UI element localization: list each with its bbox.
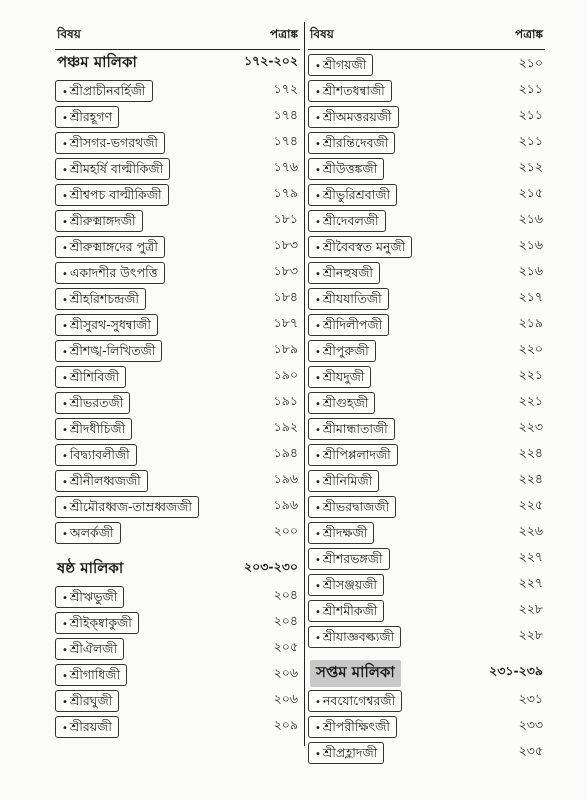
bullet-icon: • xyxy=(62,139,68,150)
bullet-icon: • xyxy=(315,139,321,150)
entry-page: ২১৫ xyxy=(518,185,543,200)
entry-title-box xyxy=(55,444,137,466)
entry-page: ২২৪ xyxy=(518,471,543,486)
entry-title-box xyxy=(55,612,139,634)
entry-page: ২১১ xyxy=(518,107,543,122)
toc-entry[interactable] xyxy=(55,340,300,362)
entry-page: ২২১ xyxy=(518,393,543,408)
toc-entry[interactable] xyxy=(308,522,545,544)
entry-title-box xyxy=(55,418,132,440)
entry-title: শ্রীদধীচিজী xyxy=(69,421,126,436)
entry-page: ২১১ xyxy=(518,133,543,148)
section-page-range: ২০৩-২৩০ xyxy=(244,559,298,574)
entry-page: ২০৪ xyxy=(273,613,298,628)
entry-page: ১৯৬ xyxy=(273,471,298,486)
entry-title-box xyxy=(55,106,119,128)
entry-title-box xyxy=(55,340,162,362)
entry-title: শ্রীরঘুজী xyxy=(69,693,113,708)
entry-page: ১৮১ xyxy=(273,211,298,226)
entry-page: ২১২ xyxy=(518,159,543,174)
entry-page: ১৮৩ xyxy=(273,237,298,252)
toc-entry[interactable] xyxy=(308,716,545,738)
toc-entry[interactable] xyxy=(308,54,545,76)
entry-title: শ্রীনীলধ্বজজী xyxy=(69,473,141,488)
entry-title-box xyxy=(308,366,371,388)
toc-entry[interactable] xyxy=(308,314,545,336)
toc-entry[interactable] xyxy=(55,184,300,206)
toc-entry[interactable] xyxy=(308,106,545,128)
entry-title-box xyxy=(55,470,148,492)
entry-page: ১৯১ xyxy=(273,393,298,408)
entry-page: ২২৩ xyxy=(518,419,543,434)
entry-title-box xyxy=(55,80,153,102)
entry-title-box xyxy=(308,184,397,206)
entry-title: শ্রীপ্রাচীনবর্হিজী xyxy=(69,83,146,98)
bullet-icon: • xyxy=(315,451,321,462)
entry-page: ২১৬ xyxy=(518,211,543,226)
entry-title: শ্রীশরভঙ্গজী xyxy=(322,551,383,566)
bullet-icon: • xyxy=(62,451,68,462)
entry-page: ২১৯ xyxy=(518,315,543,330)
bullet-icon: • xyxy=(62,425,68,436)
toc-entry[interactable] xyxy=(308,366,545,388)
entry-page: ২৩১ xyxy=(518,691,543,706)
entry-page: ১৭২ xyxy=(273,81,298,96)
entry-title: শ্রীইক্ষ্বাকুজী xyxy=(69,615,132,630)
bullet-icon: • xyxy=(315,269,321,280)
entry-page: ১৮৭ xyxy=(273,315,298,330)
bullet-icon: • xyxy=(315,61,321,72)
toc-entry[interactable] xyxy=(55,236,300,258)
bullet-icon: • xyxy=(62,529,68,540)
entry-title-box xyxy=(55,210,143,232)
section-heading xyxy=(308,660,545,686)
entry-title: শ্রীরুক্মাঙ্গদজী xyxy=(69,213,136,228)
toc-entry[interactable] xyxy=(308,184,545,206)
toc-entry[interactable] xyxy=(308,340,545,362)
toc-entry[interactable] xyxy=(308,262,545,284)
entry-title-box xyxy=(55,366,126,388)
subject-label: বিষয় xyxy=(57,27,81,41)
entry-page: ২০৪ xyxy=(273,587,298,602)
entry-page: ২১০ xyxy=(518,55,543,70)
entry-title: শ্রীমৌরধ্বজ-তাম্রধ্বজজী xyxy=(69,499,192,514)
toc-entry[interactable] xyxy=(308,742,545,764)
right-column-body xyxy=(308,54,545,764)
bullet-icon: • xyxy=(315,633,321,644)
entry-title: নবযোগেশ্বরজী xyxy=(322,693,396,708)
entry-page: ২২০ xyxy=(518,341,543,356)
entry-title: শ্রীযদুজী xyxy=(322,369,365,384)
toc-entry[interactable] xyxy=(55,314,300,336)
entry-page: ২৩৫ xyxy=(518,743,543,758)
toc-entry[interactable] xyxy=(55,690,300,712)
bullet-icon: • xyxy=(315,503,321,514)
entry-title: শ্রীউত্তঙ্কজী xyxy=(322,161,378,176)
section-gap xyxy=(308,648,545,660)
entry-title: শ্রীগয়জী xyxy=(322,57,367,72)
bullet-icon: • xyxy=(315,749,321,760)
entry-page: ২২৬ xyxy=(518,523,543,538)
bullet-icon: • xyxy=(62,243,68,254)
toc-entry[interactable] xyxy=(55,612,300,634)
toc-entry[interactable] xyxy=(55,210,300,232)
entry-title-box xyxy=(308,314,389,336)
entry-title-box xyxy=(308,106,399,128)
entry-title-box xyxy=(55,158,170,180)
entry-title: শ্রীমান্ধাতাজী xyxy=(322,421,388,436)
entry-title-box xyxy=(308,600,384,622)
toc-entry[interactable] xyxy=(55,418,300,440)
entry-title: শ্রীশঙ্খ-লিখিতজী xyxy=(69,343,156,358)
toc-entry[interactable] xyxy=(308,496,545,518)
entry-title: শ্রীরুক্মাঙ্গদের পুত্রী xyxy=(69,239,158,254)
entry-title: শ্রীভুরিশ্রবাজী xyxy=(322,187,391,202)
bullet-icon: • xyxy=(315,217,321,228)
toc-entry[interactable] xyxy=(55,132,300,154)
entry-page: ১৭৯ xyxy=(273,185,298,200)
bullet-icon: • xyxy=(315,113,321,124)
entry-page: ২৩৩ xyxy=(518,717,543,732)
entry-page: ২০৬ xyxy=(273,665,298,680)
entry-page: ২২৮ xyxy=(518,601,543,616)
bullet-icon: • xyxy=(62,87,68,98)
bullet-icon: • xyxy=(62,671,68,682)
entry-title-box xyxy=(308,392,375,414)
entry-page: ২২৫ xyxy=(518,497,543,512)
entry-title: শ্রীশিবিজী xyxy=(69,369,120,384)
entry-title-box xyxy=(55,132,165,154)
toc-page xyxy=(55,22,545,762)
entry-page: ১৭৪ xyxy=(273,107,298,122)
bullet-icon: • xyxy=(62,619,68,630)
toc-entry[interactable] xyxy=(55,638,300,660)
entry-page: ১৭৬ xyxy=(273,159,298,174)
page-label: পত্রাঙ্ক xyxy=(270,27,298,41)
toc-entry[interactable] xyxy=(308,626,545,648)
subject-label: বিষয় xyxy=(310,27,334,41)
bullet-icon: • xyxy=(315,477,321,488)
bullet-icon: • xyxy=(62,347,68,358)
bullet-icon: • xyxy=(62,645,68,656)
entry-title-box xyxy=(55,184,169,206)
entry-title-box xyxy=(55,690,119,712)
entry-page: ২১৬ xyxy=(518,237,543,252)
entry-title-box xyxy=(55,496,199,518)
bullet-icon: • xyxy=(62,399,68,410)
toc-entry[interactable] xyxy=(55,586,300,608)
bullet-icon: • xyxy=(62,269,68,280)
toc-entry[interactable] xyxy=(55,470,300,492)
entry-page: ২০৯ xyxy=(273,717,298,732)
entry-title-box xyxy=(308,288,389,310)
entry-title-box xyxy=(55,716,119,738)
bullet-icon: • xyxy=(315,165,321,176)
toc-entry[interactable] xyxy=(308,210,545,232)
toc-entry[interactable] xyxy=(308,418,545,440)
entry-page: ১৮৯ xyxy=(273,341,298,356)
toc-entry[interactable] xyxy=(55,288,300,310)
entry-title-box xyxy=(308,444,398,466)
bullet-icon: • xyxy=(315,581,321,592)
bullet-icon: • xyxy=(315,373,321,384)
entry-title: শ্রীমহর্ষি বাল্মীকিজী xyxy=(69,161,164,176)
entry-title: শ্রীদিলীপজী xyxy=(322,317,383,332)
entry-title-box xyxy=(308,210,386,232)
entry-title-box xyxy=(308,54,373,76)
bullet-icon: • xyxy=(315,191,321,202)
entry-page: ১৯৬ xyxy=(273,497,298,512)
entry-title: শ্রীদক্ষজী xyxy=(322,525,368,540)
toc-entry[interactable] xyxy=(55,262,300,284)
entry-title-box xyxy=(55,288,146,310)
entry-page: ২০৫ xyxy=(273,639,298,654)
toc-entry[interactable] xyxy=(308,80,545,102)
entry-title: শ্রীহরিশচন্দ্রজী xyxy=(69,291,139,306)
toc-entry[interactable] xyxy=(308,288,545,310)
toc-entry[interactable] xyxy=(308,444,545,466)
entry-page: ২২৭ xyxy=(518,549,543,564)
toc-entry[interactable] xyxy=(308,132,545,154)
bullet-icon: • xyxy=(315,697,321,708)
entry-page: ১৯৪ xyxy=(273,445,298,460)
entry-title: অলর্কজী xyxy=(69,525,114,540)
entry-title: শ্রীগুহজী xyxy=(322,395,369,410)
entry-title: শ্রীযযাতিজী xyxy=(322,291,382,306)
toc-entry[interactable] xyxy=(55,496,300,518)
toc-entry[interactable] xyxy=(308,574,545,596)
entry-title: শ্রীপুরুজী xyxy=(322,343,369,358)
section-page-range: ২৩১-২৩৯ xyxy=(489,663,543,678)
bullet-icon: • xyxy=(315,295,321,306)
entry-title-box xyxy=(308,418,395,440)
entry-page: ২১৭ xyxy=(518,289,543,304)
section-heading xyxy=(55,556,300,582)
toc-entry[interactable] xyxy=(55,366,300,388)
bullet-icon: • xyxy=(315,243,321,254)
entry-title-box xyxy=(308,522,374,544)
left-column-header xyxy=(55,22,300,50)
entry-page: ২২৭ xyxy=(518,575,543,590)
entry-page: ২০০ xyxy=(273,523,298,538)
toc-entry[interactable] xyxy=(308,392,545,414)
entry-title: বিদ্ব্যাবলীজী xyxy=(69,447,130,462)
bullet-icon: • xyxy=(62,295,68,306)
entry-title: শ্রীনহুষজী xyxy=(322,265,374,280)
bullet-icon: • xyxy=(62,373,68,384)
section-title: ষষ্ঠ মালিকা xyxy=(57,558,124,577)
entry-title: শ্রীসুরথ-সুধন্বাজী xyxy=(69,317,151,332)
bullet-icon: • xyxy=(315,425,321,436)
bullet-icon: • xyxy=(62,165,68,176)
bullet-icon: • xyxy=(62,697,68,708)
entry-page: ১৮৩ xyxy=(273,263,298,278)
entry-title-box xyxy=(308,80,392,102)
left-column xyxy=(55,22,300,738)
entry-title-box xyxy=(308,496,396,518)
page-label: পত্রাঙ্ক xyxy=(515,27,543,41)
entry-page: ১৯০ xyxy=(273,367,298,382)
toc-entry[interactable] xyxy=(55,80,300,102)
section-gap xyxy=(55,544,300,556)
entry-title: শ্রীসগর-ভগরথজী xyxy=(69,135,158,150)
entry-title: শ্রীভরতজী xyxy=(69,395,124,410)
entry-title: শ্রীযাজ্ঞবল্ক্যজী xyxy=(322,629,395,644)
entry-title: শ্রীদেবলজী xyxy=(322,213,379,228)
entry-title: শ্রীপিপ্পলাদজী xyxy=(322,447,391,462)
toc-entry[interactable] xyxy=(55,664,300,686)
bullet-icon: • xyxy=(315,529,321,540)
entry-title-box xyxy=(55,392,130,414)
bullet-icon: • xyxy=(315,347,321,358)
entry-title-box xyxy=(55,314,158,336)
toc-entry[interactable] xyxy=(55,106,300,128)
entry-title-box xyxy=(308,626,401,648)
entry-page: ২০৬ xyxy=(273,691,298,706)
entry-page: ২১১ xyxy=(518,81,543,96)
entry-title: শ্রীশ্বপচ বাল্মীকিজী xyxy=(69,187,162,202)
section-title: পঞ্চম মালিকা xyxy=(57,52,137,71)
entry-title-box xyxy=(308,574,384,596)
toc-entry[interactable] xyxy=(55,522,300,544)
entry-title: শ্রীনিমিজী xyxy=(322,473,373,488)
entry-title-box xyxy=(55,638,124,660)
entry-title-box xyxy=(308,470,379,492)
toc-entry[interactable] xyxy=(308,158,545,180)
entry-title: শ্রীসঞ্জয়জী xyxy=(322,577,377,592)
toc-entry[interactable] xyxy=(55,158,300,180)
column-divider xyxy=(304,22,305,746)
toc-entry[interactable] xyxy=(55,716,300,738)
entry-title-box xyxy=(55,236,165,258)
entry-title-box xyxy=(308,158,384,180)
entry-page: ২১৬ xyxy=(518,263,543,278)
entry-title-box xyxy=(308,716,397,738)
section-title: সপ্তম মালিকা xyxy=(310,660,401,687)
entry-title-box xyxy=(55,262,165,284)
entry-page: ১৭৪ xyxy=(273,133,298,148)
bullet-icon: • xyxy=(62,503,68,514)
bullet-icon: • xyxy=(62,723,68,734)
entry-title-box xyxy=(308,340,376,362)
bullet-icon: • xyxy=(315,321,321,332)
entry-title-box xyxy=(308,262,380,284)
entry-title: শ্রীশমীকজী xyxy=(322,603,378,618)
section-heading xyxy=(55,50,300,76)
bullet-icon: • xyxy=(62,477,68,488)
right-column xyxy=(308,22,545,764)
toc-entry[interactable] xyxy=(308,548,545,570)
entry-title: শ্রীরহূগণ xyxy=(69,109,113,124)
bullet-icon: • xyxy=(62,321,68,332)
entry-title: শ্রীরন্তিদেবজী xyxy=(322,135,389,150)
entry-title-box xyxy=(308,690,402,712)
entry-page: ১৮৪ xyxy=(273,289,298,304)
entry-title: শ্রীগাধিজী xyxy=(69,667,121,682)
bullet-icon: • xyxy=(62,113,68,124)
bullet-icon: • xyxy=(315,723,321,734)
bullet-icon: • xyxy=(315,399,321,410)
entry-title: শ্রীরয়জী xyxy=(69,719,112,734)
toc-entry[interactable] xyxy=(308,236,545,258)
toc-entry[interactable] xyxy=(308,600,545,622)
entry-title-box xyxy=(55,522,121,544)
entry-title: শ্রীপরীক্ষিৎজী xyxy=(322,719,390,734)
bullet-icon: • xyxy=(62,593,68,604)
entry-title-box xyxy=(308,236,412,258)
entry-page: ২২৮ xyxy=(518,627,543,642)
entry-page: ১৯২ xyxy=(273,419,298,434)
entry-title-box xyxy=(55,664,127,686)
entry-title-box xyxy=(308,548,390,570)
right-column-header xyxy=(308,22,545,50)
entry-title: শ্রীঅমত্তরয়জী xyxy=(322,109,392,124)
entry-title: শ্রীশতধন্বাজী xyxy=(322,83,385,98)
entry-title: শ্রীঐলজী xyxy=(69,641,118,656)
bullet-icon: • xyxy=(315,555,321,566)
toc-entry[interactable] xyxy=(308,470,545,492)
entry-title: একাদশীর উৎপত্তি xyxy=(69,265,158,280)
entry-page: ২২১ xyxy=(518,367,543,382)
bullet-icon: • xyxy=(62,191,68,202)
bullet-icon: • xyxy=(315,87,321,98)
entry-page: ২২৪ xyxy=(518,445,543,460)
entry-title: শ্রীভরদ্বাজজী xyxy=(322,499,390,514)
left-column-body xyxy=(55,50,300,738)
entry-title: শ্রীবৈবস্বত মনুজী xyxy=(322,239,406,254)
bullet-icon: • xyxy=(62,217,68,228)
entry-title: শ্রীপ্রহ্লাদজী xyxy=(322,745,378,760)
toc-entry[interactable] xyxy=(308,690,545,712)
toc-entry[interactable] xyxy=(55,392,300,414)
entry-title-box xyxy=(308,742,384,764)
entry-title: শ্রীঋভুজী xyxy=(69,589,118,604)
bullet-icon: • xyxy=(315,607,321,618)
entry-title-box xyxy=(55,586,124,608)
section-page-range: ১৭২-২০২ xyxy=(244,53,298,68)
entry-title-box xyxy=(308,132,395,154)
toc-entry[interactable] xyxy=(55,444,300,466)
